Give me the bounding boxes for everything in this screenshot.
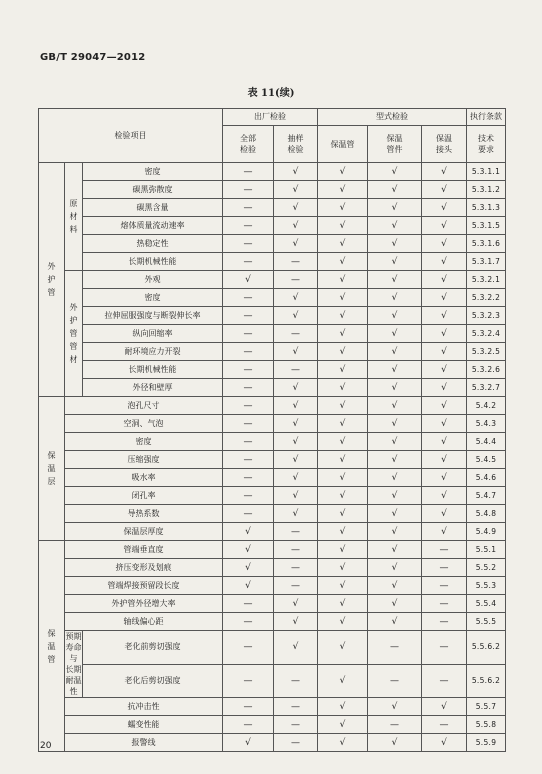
mark-cell: —	[223, 253, 274, 271]
mark-cell: √	[274, 487, 318, 505]
clause-code: 5.4.9	[467, 523, 506, 541]
mark-cell: √	[274, 343, 318, 361]
clause-code: 5.4.3	[467, 415, 506, 433]
table-row	[39, 343, 506, 361]
mark-cell: —	[223, 343, 274, 361]
mark-cell: √	[274, 505, 318, 523]
mark-cell: —	[223, 613, 274, 631]
mark-cell: √	[274, 307, 318, 325]
mark-cell: —	[223, 664, 274, 698]
mark-cell: √	[274, 379, 318, 397]
mark-cell: —	[422, 716, 467, 734]
mark-cell: √	[368, 181, 422, 199]
mark-cell: √	[422, 325, 467, 343]
mark-cell: √	[318, 451, 368, 469]
item-name: 管端垂直度	[65, 541, 223, 559]
page-number: 20	[40, 741, 52, 751]
item-name: 蠕变性能	[65, 716, 223, 734]
clause-code: 5.4.8	[467, 505, 506, 523]
mark-cell: √	[223, 523, 274, 541]
table-row	[39, 734, 506, 752]
mark-cell: √	[368, 271, 422, 289]
mark-cell: —	[274, 698, 318, 716]
table-row	[39, 595, 506, 613]
item-name: 密度	[65, 433, 223, 451]
mark-cell: √	[318, 505, 368, 523]
table-row	[39, 487, 506, 505]
item-name: 长期机械性能	[83, 361, 223, 379]
mark-cell: √	[223, 559, 274, 577]
clause-code: 5.3.1.3	[467, 199, 506, 217]
mark-cell: √	[368, 253, 422, 271]
mark-cell: √	[318, 433, 368, 451]
mark-cell: √	[274, 433, 318, 451]
mark-cell: —	[274, 325, 318, 343]
table-row	[39, 397, 506, 415]
mark-cell: —	[368, 664, 422, 698]
mark-cell: √	[368, 325, 422, 343]
group-aging-resistance: 预期寿命与 长期耐温性	[65, 632, 82, 696]
mark-cell: √	[318, 343, 368, 361]
mark-cell: —	[274, 664, 318, 698]
mark-cell: —	[274, 559, 318, 577]
mark-cell: —	[274, 361, 318, 379]
item-name: 报警线	[65, 734, 223, 752]
mark-cell: √	[368, 541, 422, 559]
item-name: 空洞、气泡	[65, 415, 223, 433]
table-row	[39, 716, 506, 734]
mark-cell: √	[422, 361, 467, 379]
mark-cell: √	[223, 577, 274, 595]
mark-cell: √	[368, 595, 422, 613]
header-insulated-fitting: 保温 管件	[368, 126, 422, 163]
mark-cell: √	[223, 271, 274, 289]
clause-code: 5.5.3	[467, 577, 506, 595]
mark-cell: √	[422, 523, 467, 541]
mark-cell: √	[368, 307, 422, 325]
item-name: 管端焊接预留段长度	[65, 577, 223, 595]
mark-cell: —	[223, 181, 274, 199]
mark-cell: √	[422, 289, 467, 307]
clause-code: 5.3.2.2	[467, 289, 506, 307]
mark-cell: √	[274, 415, 318, 433]
mark-cell: √	[422, 505, 467, 523]
header-factory-inspection: 出厂检验	[223, 109, 318, 126]
mark-cell: √	[318, 361, 368, 379]
mark-cell: √	[274, 397, 318, 415]
clause-code: 5.5.8	[467, 716, 506, 734]
group-casing-pipe: 外 护 管 管 材	[65, 271, 83, 397]
mark-cell: √	[318, 271, 368, 289]
mark-cell: √	[318, 698, 368, 716]
mark-cell: √	[274, 631, 318, 665]
clause-code: 5.3.1.7	[467, 253, 506, 271]
table-row	[39, 325, 506, 343]
mark-cell: √	[422, 235, 467, 253]
mark-cell: —	[422, 613, 467, 631]
clause-code: 5.4.2	[467, 397, 506, 415]
clause-code: 5.3.2.3	[467, 307, 506, 325]
table-row	[39, 451, 506, 469]
mark-cell: √	[318, 595, 368, 613]
mark-cell: —	[223, 433, 274, 451]
mark-cell: —	[274, 577, 318, 595]
item-name: 外观	[83, 271, 223, 289]
mark-cell: √	[274, 613, 318, 631]
mark-cell: √	[422, 271, 467, 289]
table-caption: 表 11(续)	[247, 88, 295, 99]
clause-code: 5.3.2.4	[467, 325, 506, 343]
mark-cell: —	[223, 487, 274, 505]
table-row	[39, 253, 506, 271]
clause-code: 5.5.7	[467, 698, 506, 716]
mark-cell: √	[368, 361, 422, 379]
mark-cell: √	[368, 505, 422, 523]
mark-cell: —	[223, 698, 274, 716]
mark-cell: —	[223, 716, 274, 734]
mark-cell: —	[223, 379, 274, 397]
clause-code: 5.5.2	[467, 559, 506, 577]
mark-cell: √	[422, 379, 467, 397]
mark-cell: —	[223, 199, 274, 217]
mark-cell: √	[318, 397, 368, 415]
clause-code: 5.4.4	[467, 433, 506, 451]
mark-cell: —	[422, 631, 467, 665]
mark-cell: —	[368, 716, 422, 734]
document-id: GB/T 29047—2012	[40, 52, 146, 63]
table-row	[39, 217, 506, 235]
mark-cell: —	[223, 217, 274, 235]
header-row-1	[39, 109, 506, 126]
table-row	[39, 698, 506, 716]
clause-code: 5.3.1.5	[467, 217, 506, 235]
mark-cell: —	[274, 541, 318, 559]
group-insulated-pipe: 保 温 管	[39, 541, 65, 752]
mark-cell: —	[422, 541, 467, 559]
clause-code: 5.3.1.2	[467, 181, 506, 199]
mark-cell: —	[223, 505, 274, 523]
mark-cell: √	[368, 217, 422, 235]
table-row	[39, 664, 506, 698]
item-name: 老化前剪切强度	[83, 631, 223, 665]
mark-cell: √	[223, 541, 274, 559]
item-name: 碳黑含量	[83, 199, 223, 217]
mark-cell: —	[422, 559, 467, 577]
clause-code: 5.5.5	[467, 613, 506, 631]
mark-cell: √	[318, 253, 368, 271]
mark-cell: —	[223, 361, 274, 379]
mark-cell: √	[422, 307, 467, 325]
mark-cell: √	[422, 698, 467, 716]
mark-cell: √	[422, 253, 467, 271]
mark-cell: √	[318, 734, 368, 752]
mark-cell: √	[318, 664, 368, 698]
mark-cell: √	[422, 343, 467, 361]
mark-cell: √	[422, 487, 467, 505]
mark-cell: √	[368, 397, 422, 415]
mark-cell: —	[274, 734, 318, 752]
group-insulation-layer: 保 温 层	[39, 397, 65, 541]
table-row	[39, 271, 506, 289]
mark-cell: √	[318, 523, 368, 541]
mark-cell: √	[318, 716, 368, 734]
mark-cell: √	[318, 325, 368, 343]
mark-cell: √	[318, 199, 368, 217]
item-name: 外径和壁厚	[83, 379, 223, 397]
mark-cell: —	[422, 595, 467, 613]
table-row	[39, 523, 506, 541]
item-name: 长期机械性能	[83, 253, 223, 271]
mark-cell: √	[422, 734, 467, 752]
clause-code: 5.4.7	[467, 487, 506, 505]
group-raw-material: 原 材 料	[65, 163, 83, 271]
mark-cell: √	[318, 541, 368, 559]
clause-code: 5.3.1.6	[467, 235, 506, 253]
table-row	[39, 631, 506, 665]
item-name: 拉伸屈服强度与断裂伸长率	[83, 307, 223, 325]
mark-cell: —	[223, 163, 274, 181]
clause-code: 5.3.2.5	[467, 343, 506, 361]
mark-cell: √	[274, 199, 318, 217]
item-name: 密度	[83, 289, 223, 307]
table-row	[39, 613, 506, 631]
mark-cell: —	[223, 235, 274, 253]
table-row	[39, 541, 506, 559]
mark-cell: √	[368, 523, 422, 541]
mark-cell: √	[422, 415, 467, 433]
mark-cell: √	[422, 397, 467, 415]
header-sample-inspection: 抽样 检验	[274, 126, 318, 163]
table-row	[39, 181, 506, 199]
mark-cell: √	[422, 181, 467, 199]
item-name: 轴线偏心距	[65, 613, 223, 631]
mark-cell: √	[368, 199, 422, 217]
mark-cell: —	[274, 523, 318, 541]
mark-cell: √	[318, 415, 368, 433]
table-row	[39, 433, 506, 451]
mark-cell: —	[422, 577, 467, 595]
mark-cell: √	[274, 217, 318, 235]
table-row	[39, 307, 506, 325]
mark-cell: √	[274, 451, 318, 469]
mark-cell: √	[318, 487, 368, 505]
group-outer-casing: 外 护 管	[39, 163, 65, 397]
mark-cell: √	[368, 235, 422, 253]
item-name: 导热系数	[65, 505, 223, 523]
mark-cell: √	[368, 734, 422, 752]
mark-cell: √	[318, 217, 368, 235]
mark-cell: √	[274, 235, 318, 253]
item-name: 熔体质量流动速率	[83, 217, 223, 235]
header-insulated-pipe: 保温管	[318, 126, 368, 163]
mark-cell: √	[422, 469, 467, 487]
item-name: 外护管外径增大率	[65, 595, 223, 613]
mark-cell: √	[274, 181, 318, 199]
mark-cell: √	[318, 469, 368, 487]
table-row	[39, 559, 506, 577]
table-row	[39, 505, 506, 523]
mark-cell: —	[223, 451, 274, 469]
item-name: 吸水率	[65, 469, 223, 487]
mark-cell: √	[368, 577, 422, 595]
table-row	[39, 361, 506, 379]
table-row	[39, 235, 506, 253]
clause-code: 5.5.1	[467, 541, 506, 559]
mark-cell: √	[368, 289, 422, 307]
clause-code: 5.4.5	[467, 451, 506, 469]
mark-cell: —	[274, 253, 318, 271]
item-name: 耐环境应力开裂	[83, 343, 223, 361]
mark-cell: √	[368, 559, 422, 577]
clause-code: 5.5.6.2	[467, 631, 506, 665]
clause-code: 5.3.2.6	[467, 361, 506, 379]
mark-cell: √	[422, 433, 467, 451]
mark-cell: —	[422, 664, 467, 698]
mark-cell: —	[223, 289, 274, 307]
clause-code: 5.3.2.1	[467, 271, 506, 289]
mark-cell: √	[318, 289, 368, 307]
mark-cell: √	[318, 379, 368, 397]
mark-cell: —	[223, 325, 274, 343]
mark-cell: —	[368, 631, 422, 665]
item-name: 泡孔尺寸	[65, 397, 223, 415]
header-insulated-joint: 保温 接头	[422, 126, 467, 163]
clause-code: 5.4.6	[467, 469, 506, 487]
mark-cell: √	[318, 163, 368, 181]
mark-cell: √	[368, 613, 422, 631]
clause-code: 5.3.2.7	[467, 379, 506, 397]
table-row	[39, 289, 506, 307]
clause-code: 5.5.4	[467, 595, 506, 613]
mark-cell: √	[274, 595, 318, 613]
mark-cell: √	[422, 163, 467, 181]
header-type-test: 型式检验	[318, 109, 467, 126]
mark-cell: √	[318, 559, 368, 577]
mark-cell: —	[223, 415, 274, 433]
mark-cell: √	[368, 487, 422, 505]
item-name: 闭孔率	[65, 487, 223, 505]
table-row	[39, 199, 506, 217]
item-name: 抗冲击性	[65, 698, 223, 716]
mark-cell: —	[274, 716, 318, 734]
item-name: 热稳定性	[83, 235, 223, 253]
clause-code: 5.5.6.2	[467, 664, 506, 698]
header-item: 检验项目	[39, 109, 223, 163]
mark-cell: —	[274, 271, 318, 289]
mark-cell: √	[368, 415, 422, 433]
mark-cell: √	[318, 181, 368, 199]
table-row	[39, 163, 506, 181]
mark-cell: √	[368, 343, 422, 361]
mark-cell: √	[223, 734, 274, 752]
item-name: 纵向回缩率	[83, 325, 223, 343]
item-name: 密度	[83, 163, 223, 181]
mark-cell: —	[223, 469, 274, 487]
mark-cell: √	[422, 451, 467, 469]
header-clause: 执行条款	[467, 109, 506, 126]
item-name: 保温层厚度	[65, 523, 223, 541]
inspection-table	[38, 108, 506, 752]
table-row	[39, 415, 506, 433]
header-full-inspection: 全部 检验	[223, 126, 274, 163]
table-row	[39, 577, 506, 595]
item-name: 老化后剪切强度	[83, 664, 223, 698]
mark-cell: —	[223, 307, 274, 325]
item-name: 挤压变形及划痕	[65, 559, 223, 577]
clause-code: 5.5.9	[467, 734, 506, 752]
mark-cell: √	[318, 631, 368, 665]
mark-cell: √	[422, 199, 467, 217]
mark-cell: —	[223, 631, 274, 665]
mark-cell: √	[318, 235, 368, 253]
mark-cell: √	[368, 469, 422, 487]
mark-cell: √	[318, 577, 368, 595]
mark-cell: √	[318, 307, 368, 325]
header-tech-requirement: 技术 要求	[467, 126, 506, 163]
item-name: 压缩强度	[65, 451, 223, 469]
item-name: 碳黑弥散度	[83, 181, 223, 199]
mark-cell: —	[223, 595, 274, 613]
mark-cell: —	[223, 397, 274, 415]
mark-cell: √	[368, 698, 422, 716]
mark-cell: √	[368, 433, 422, 451]
mark-cell: √	[422, 217, 467, 235]
table-row	[39, 469, 506, 487]
mark-cell: √	[274, 163, 318, 181]
mark-cell: √	[318, 613, 368, 631]
mark-cell: √	[368, 163, 422, 181]
clause-code: 5.3.1.1	[467, 163, 506, 181]
mark-cell: √	[274, 289, 318, 307]
mark-cell: √	[368, 451, 422, 469]
mark-cell: √	[274, 469, 318, 487]
mark-cell: √	[368, 379, 422, 397]
table-row	[39, 379, 506, 397]
